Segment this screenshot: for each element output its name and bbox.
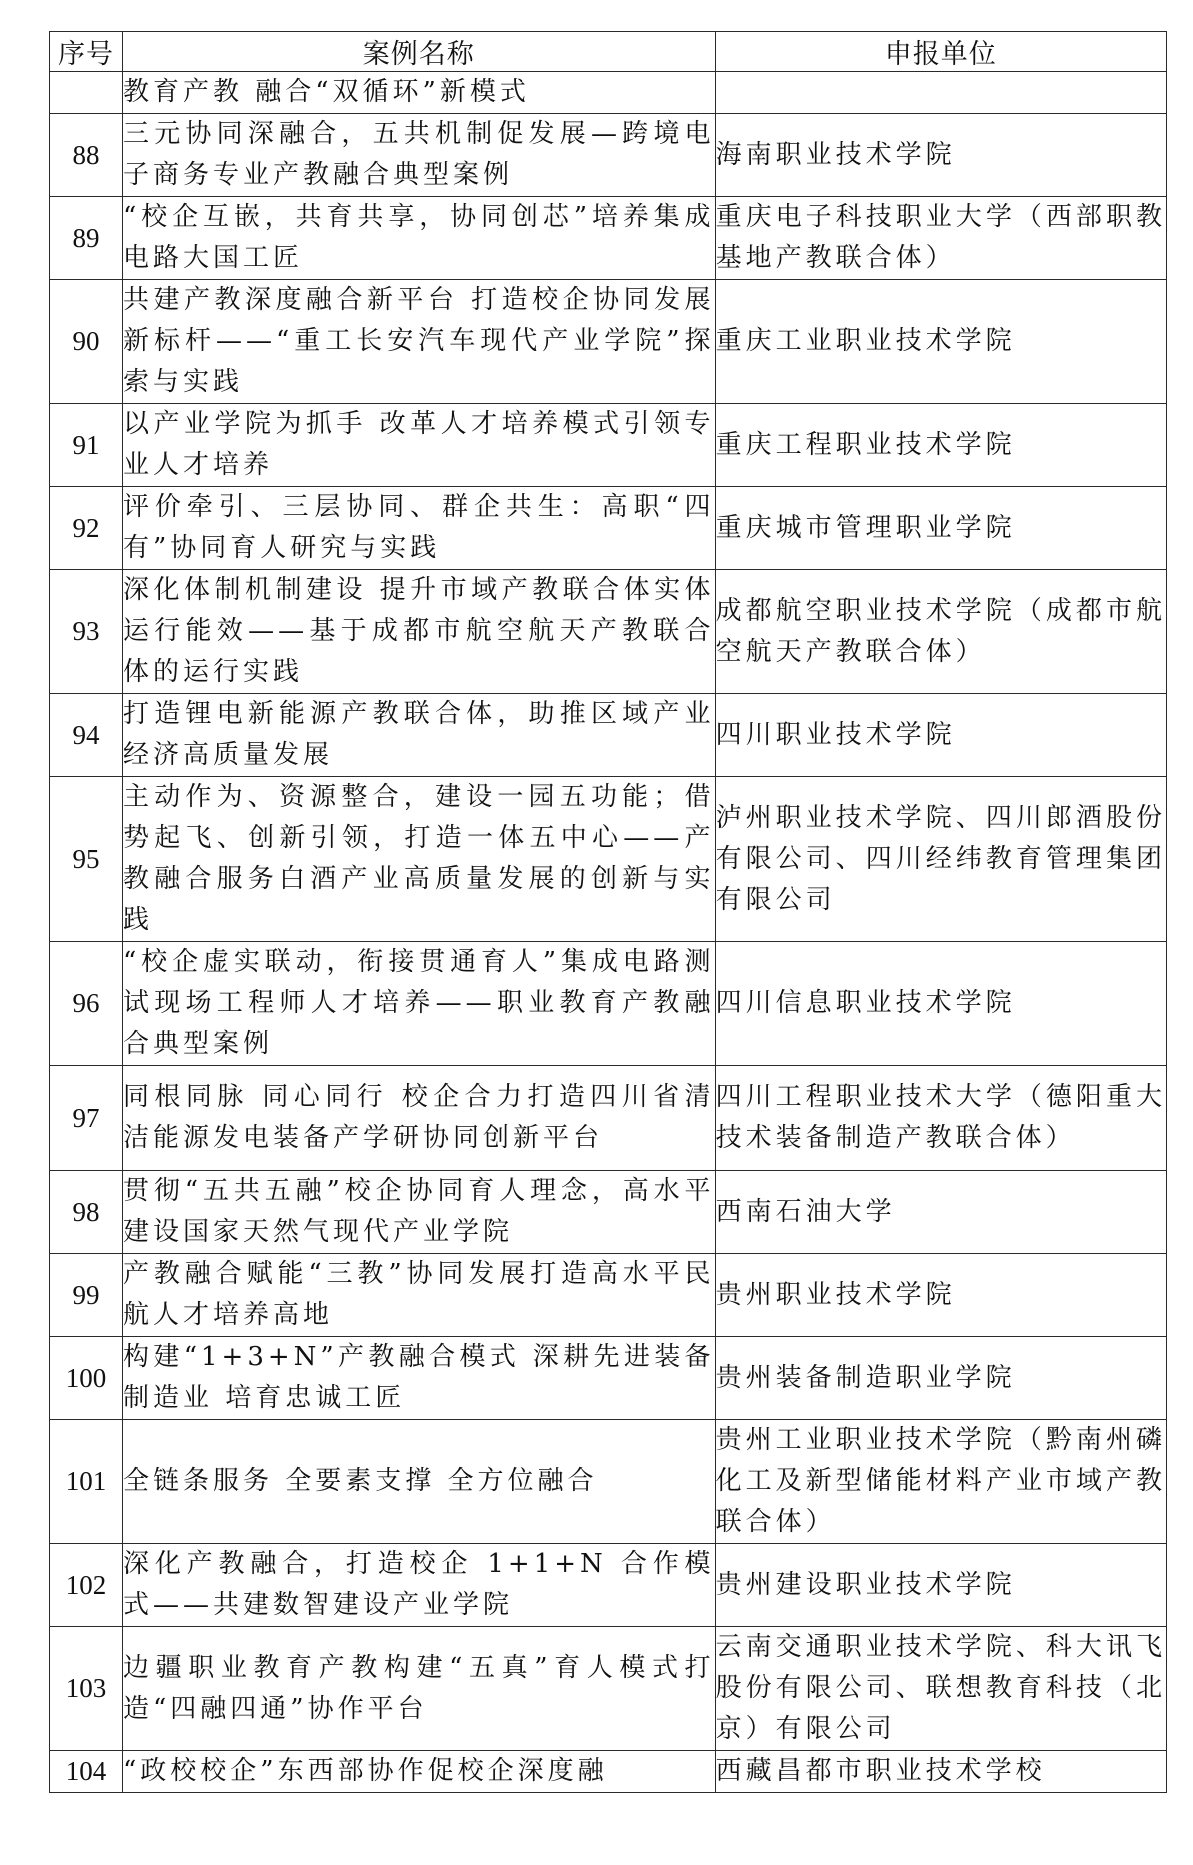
applicant-unit-cell: 四川信息职业技术学院 [715,942,1166,1066]
applicant-unit-cell: 西藏昌都市职业技术学校 [715,1751,1166,1793]
row-number: 104 [50,1751,123,1793]
applicant-unit-cell: 重庆电子科技职业大学（西部职教基地产教联合体） [715,197,1166,280]
row-number: 91 [50,404,123,487]
row-number: 89 [50,197,123,280]
case-name-cell: 边疆职业教育产教构建“五真”育人模式打造“四融四通”协作平台 [123,1627,716,1751]
case-name-cell: 贯彻“五共五融”校企协同育人理念，高水平建设国家天然气现代产业学院 [123,1171,716,1254]
table-header-row [50,32,1167,72]
case-name-cell: “校企虚实联动，衔接贯通育人”集成电路测试现场工程师人才培养——职业教育产教融合典型案例 [123,942,716,1066]
table-row [50,942,1167,1066]
case-name-cell: 产教融合赋能“三教”协同发展打造高水平民航人才培养高地 [123,1254,716,1337]
row-number: 97 [50,1066,123,1171]
row-number [50,72,123,114]
row-number: 94 [50,694,123,777]
case-name-cell: 全链条服务 全要素支撑 全方位融合 [123,1420,716,1544]
applicant-unit-cell: 泸州职业技术学院、四川郎酒股份有限公司、四川经纬教育管理集团有限公司 [715,777,1166,942]
table-row [50,1544,1167,1627]
row-number: 101 [50,1420,123,1544]
table-row [50,280,1167,404]
case-name-cell: 深化体制机制建设 提升市域产教联合体实体运行能效——基于成都市航空航天产教联合体的运行实践 [123,570,716,694]
applicant-unit-cell: 西南石油大学 [715,1171,1166,1254]
case-name-cell: 深化产教融合，打造校企 1+1+N 合作模式——共建数智建设产业学院 [123,1544,716,1627]
case-name-cell: “校企互嵌，共育共享，协同创芯”培养集成电路大国工匠 [123,197,716,280]
case-name-cell: “政校校企”东西部协作促校企深度融 [123,1751,716,1793]
applicant-unit-cell: 四川工程职业技术大学（德阳重大技术装备制造产教联合体） [715,1066,1166,1171]
case-name-cell: 共建产教深度融合新平台 打造校企协同发展新标杆——“重工长安汽车现代产业学院”探索与实践 [123,280,716,404]
case-name-cell: 评价牵引、三层协同、群企共生：高职“四有”协同育人研究与实践 [123,487,716,570]
case-name-cell: 同根同脉 同心同行 校企合力打造四川省清洁能源发电装备产学研协同创新平台 [123,1066,716,1171]
case-name-cell: 教育产教 融合“双循环”新模式 [123,72,716,114]
applicant-unit-cell: 贵州职业技术学院 [715,1254,1166,1337]
applicant-unit-cell: 海南职业技术学院 [715,114,1166,197]
table-row [50,1420,1167,1544]
case-name-cell: 三元协同深融合，五共机制促发展—跨境电子商务专业产教融合典型案例 [123,114,716,197]
case-name-cell: 构建“1+3+N”产教融合模式 深耕先进装备制造业 培育忠诚工匠 [123,1337,716,1420]
case-name-cell: 打造锂电新能源产教联合体，助推区域产业经济高质量发展 [123,694,716,777]
table-row [50,197,1167,280]
applicant-unit-cell: 云南交通职业技术学院、科大讯飞股份有限公司、联想教育科技（北京）有限公司 [715,1627,1166,1751]
table-body [50,72,1167,1793]
table-row [50,1627,1167,1751]
case-name-cell: 以产业学院为抓手 改革人才培养模式引领专业人才培养 [123,404,716,487]
applicant-unit-cell [715,72,1166,114]
table-row [50,570,1167,694]
row-number: 103 [50,1627,123,1751]
case-name-cell: 主动作为、资源整合，建设一园五功能；借势起飞、创新引领，打造一体五中心——产教融合服务白酒产业高质量发展的创新与实践 [123,777,716,942]
header-case-name: 案例名称 [123,32,716,72]
row-number: 92 [50,487,123,570]
row-number: 96 [50,942,123,1066]
applicant-unit-cell: 重庆城市管理职业学院 [715,487,1166,570]
case-table [49,31,1167,1793]
table-row [50,1066,1167,1171]
table-row [50,1171,1167,1254]
table-row [50,1751,1167,1793]
table-row [50,487,1167,570]
header-applicant-unit: 申报单位 [715,32,1166,72]
table-row [50,777,1167,942]
applicant-unit-cell: 四川职业技术学院 [715,694,1166,777]
row-number: 99 [50,1254,123,1337]
row-number: 93 [50,570,123,694]
applicant-unit-cell: 贵州工业职业技术学院（黔南州磷化工及新型储能材料产业市域产教联合体） [715,1420,1166,1544]
table-row [50,404,1167,487]
table-row [50,694,1167,777]
row-number: 102 [50,1544,123,1627]
row-number: 88 [50,114,123,197]
applicant-unit-cell: 贵州装备制造职业学院 [715,1337,1166,1420]
applicant-unit-cell: 重庆工程职业技术学院 [715,404,1166,487]
applicant-unit-cell: 成都航空职业技术学院（成都市航空航天产教联合体） [715,570,1166,694]
applicant-unit-cell: 贵州建设职业技术学院 [715,1544,1166,1627]
applicant-unit-cell: 重庆工业职业技术学院 [715,280,1166,404]
table-row [50,72,1167,114]
row-number: 95 [50,777,123,942]
table-row [50,1254,1167,1337]
table-row [50,114,1167,197]
row-number: 100 [50,1337,123,1420]
row-number: 90 [50,280,123,404]
row-number: 98 [50,1171,123,1254]
header-number: 序号 [50,32,123,72]
table-row [50,1337,1167,1420]
